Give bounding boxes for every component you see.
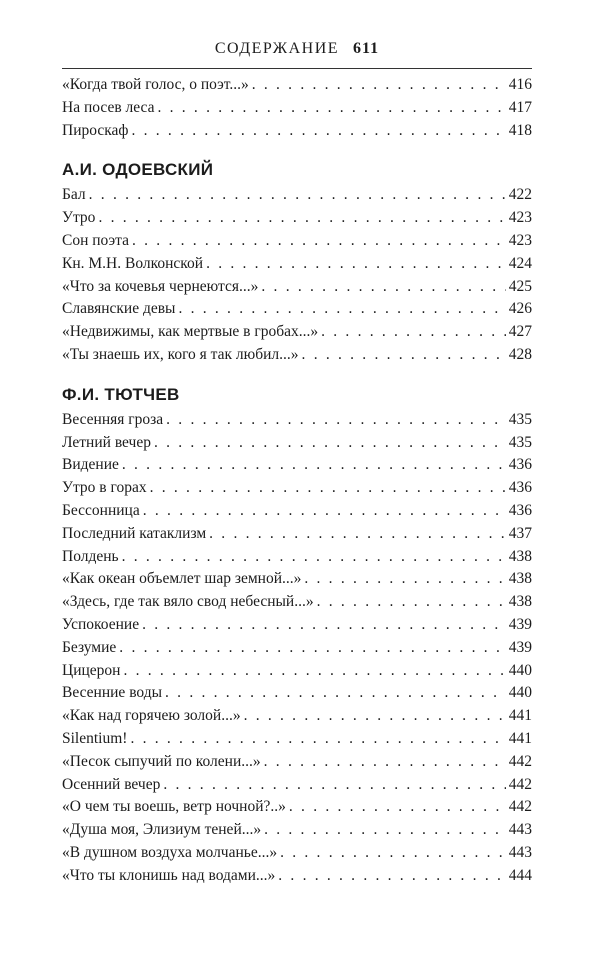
toc-entry — [62, 120, 532, 143]
toc-entry-page: 426 — [508, 300, 532, 318]
dot-leader — [317, 591, 506, 614]
toc-entry — [62, 230, 532, 253]
toc-entry-page: 427 — [508, 323, 532, 341]
toc-entry-title: «Что за кочевья чернеются...» — [62, 277, 259, 295]
toc-entry-title: Бессонница — [62, 501, 140, 519]
toc-entry-page: 436 — [508, 479, 532, 497]
toc-entry — [62, 276, 532, 299]
toc-entry-title: Пироскаф — [62, 121, 129, 139]
dot-leader — [132, 230, 506, 253]
toc-entry-page: 435 — [508, 410, 532, 428]
toc-entry-title: «Душа моя, Элизиум теней...» — [62, 821, 262, 839]
dot-leader — [150, 477, 506, 500]
toc-entry — [62, 344, 532, 367]
author-heading: А.И. ОДОЕВСКИЙ — [62, 160, 214, 180]
toc-entry-page: 438 — [508, 593, 532, 611]
toc-entry-title: «Недвижимы, как мертвые в гробах...» — [62, 323, 319, 341]
toc-entry-title: «О чем ты воешь, ветр ночной?..» — [62, 798, 286, 816]
toc-entry-page: 423 — [508, 231, 532, 249]
toc-entry — [62, 298, 532, 321]
dot-leader — [89, 184, 506, 207]
dot-leader — [252, 74, 506, 97]
toc-entry-page: 441 — [508, 729, 532, 747]
toc-entry-title: Безумие — [62, 638, 117, 656]
toc-entry-title: «Здесь, где так вяло свод небесный...» — [62, 593, 314, 611]
toc-entry-title: Утро — [62, 209, 96, 227]
toc-entry-page: 442 — [508, 752, 532, 770]
toc-entry — [62, 477, 532, 500]
toc-entry — [62, 614, 532, 637]
toc-entry-title: «Как океан объемлет шар земной...» — [62, 570, 302, 588]
dot-leader — [163, 774, 505, 797]
dot-leader — [157, 97, 505, 120]
toc-entry-page: 443 — [508, 821, 532, 839]
toc-entry — [62, 568, 532, 591]
toc-entry-page: 440 — [508, 661, 532, 679]
toc-entry-page: 436 — [508, 501, 532, 519]
toc-entry-page: 438 — [508, 547, 532, 565]
dot-leader — [130, 728, 505, 751]
toc-entry-page: 425 — [508, 277, 532, 295]
toc-entry-title: «Что ты клонишь над водами...» — [62, 866, 276, 884]
dot-leader — [143, 500, 506, 523]
toc-entry — [62, 591, 532, 614]
toc-entry-title: «Когда твой голос, о поэт...» — [62, 76, 249, 93]
toc-entry-page: 417 — [508, 98, 532, 116]
dot-leader — [264, 751, 506, 774]
toc-entry-page: 441 — [508, 707, 532, 725]
dot-leader — [123, 660, 505, 683]
dot-leader — [131, 120, 505, 143]
toc-entry — [62, 705, 532, 728]
toc-entry-page: 424 — [508, 254, 532, 272]
toc-entry-title: На посев леса — [62, 98, 155, 116]
dot-leader — [304, 568, 505, 591]
dot-leader — [261, 276, 505, 299]
dot-leader — [122, 454, 506, 477]
toc-entry-page: 439 — [508, 615, 532, 633]
header-page-number: 611 — [353, 40, 380, 57]
header-title: СОДЕРЖАНИЕ — [214, 40, 340, 57]
toc-entry-title: Весенняя гроза — [62, 410, 164, 428]
toc-entry-title: Летний вечер — [62, 433, 151, 451]
header-rule — [62, 68, 532, 69]
toc-entry-title: Цицерон — [62, 661, 121, 679]
toc-entry — [62, 454, 532, 477]
toc-entry — [62, 865, 532, 888]
toc-entry-title: Славянские девы — [62, 300, 176, 318]
toc-entry — [62, 74, 532, 97]
toc-entry-title: «В душном воздуха молчанье...» — [62, 843, 278, 861]
toc-entry — [62, 774, 532, 797]
dot-leader — [98, 207, 505, 230]
toc-entry-page: 442 — [508, 798, 532, 816]
dot-leader — [280, 842, 506, 865]
toc-entry-title: Утро в горах — [62, 479, 147, 497]
dot-leader — [244, 705, 506, 728]
toc-entry — [62, 409, 532, 432]
table-of-contents — [62, 74, 532, 888]
toc-entry-title: Осенний вечер — [62, 775, 161, 793]
toc-entry — [62, 751, 532, 774]
toc-entry-title: Последний катаклизм — [62, 524, 207, 542]
dot-leader — [178, 298, 505, 321]
toc-entry — [62, 637, 532, 660]
dot-leader — [206, 253, 506, 276]
dot-leader — [122, 546, 506, 569]
toc-entry-page: 437 — [508, 524, 532, 542]
toc-entry — [62, 321, 532, 344]
dot-leader — [278, 865, 505, 888]
toc-entry — [62, 796, 532, 819]
dot-leader — [142, 614, 506, 637]
toc-entry — [62, 660, 532, 683]
toc-section-tyutchev — [62, 381, 532, 888]
toc-entry — [62, 207, 532, 230]
toc-entry — [62, 546, 532, 569]
toc-entry-page: 444 — [508, 866, 532, 884]
dot-leader — [302, 344, 506, 367]
toc-entry-title: «Песок сыпучий по колени...» — [62, 752, 261, 770]
toc-entry-page: 416 — [508, 76, 532, 93]
toc-entry-title: Кн. М.Н. Волконской — [62, 254, 204, 272]
toc-entry-page: 435 — [508, 433, 532, 451]
dot-leader — [154, 432, 506, 455]
toc-entry-page: 422 — [508, 186, 532, 204]
running-header — [62, 34, 532, 64]
toc-entry — [62, 819, 532, 842]
toc-entry — [62, 184, 532, 207]
author-heading: Ф.И. ТЮТЧЕВ — [62, 384, 180, 404]
toc-entry-page: 440 — [508, 684, 532, 702]
toc-entry — [62, 500, 532, 523]
toc-section-continued — [62, 74, 532, 142]
toc-entry — [62, 97, 532, 120]
toc-entry-page: 443 — [508, 843, 532, 861]
toc-entry — [62, 842, 532, 865]
toc-entry-page: 439 — [508, 638, 532, 656]
dot-leader — [289, 796, 506, 819]
toc-entry-page: 438 — [508, 570, 532, 588]
toc-section-odoevsky — [62, 156, 532, 366]
toc-entry — [62, 432, 532, 455]
dot-leader — [321, 321, 506, 344]
dot-leader — [119, 637, 505, 660]
toc-entry — [62, 523, 532, 546]
toc-entry-page: 442 — [508, 775, 532, 793]
toc-entry-page: 436 — [508, 456, 532, 474]
toc-entry-page: 428 — [508, 345, 532, 363]
toc-entry-title: Успокоение — [62, 615, 140, 633]
toc-entry-title: Видение — [62, 456, 119, 474]
dot-leader — [165, 682, 506, 705]
toc-entry-title: Бал — [62, 186, 86, 204]
toc-entry-title: Полдень — [62, 547, 119, 565]
dot-leader — [264, 819, 506, 842]
toc-entry — [62, 253, 532, 276]
toc-entry — [62, 682, 532, 705]
toc-entry-page: 418 — [508, 121, 532, 139]
dot-leader — [209, 523, 506, 546]
dot-leader — [166, 409, 506, 432]
toc-entry-title: «Как над горячею золой...» — [62, 707, 241, 725]
toc-entry-title: Весенние воды — [62, 684, 163, 702]
toc-entry-page: 423 — [508, 209, 532, 227]
toc-entry-title: Silentium! — [62, 729, 128, 747]
toc-entry-title: Сон поэта — [62, 231, 129, 249]
toc-entry — [62, 728, 532, 751]
toc-entry-title: «Ты знаешь их, кого я так любил...» — [62, 345, 299, 363]
